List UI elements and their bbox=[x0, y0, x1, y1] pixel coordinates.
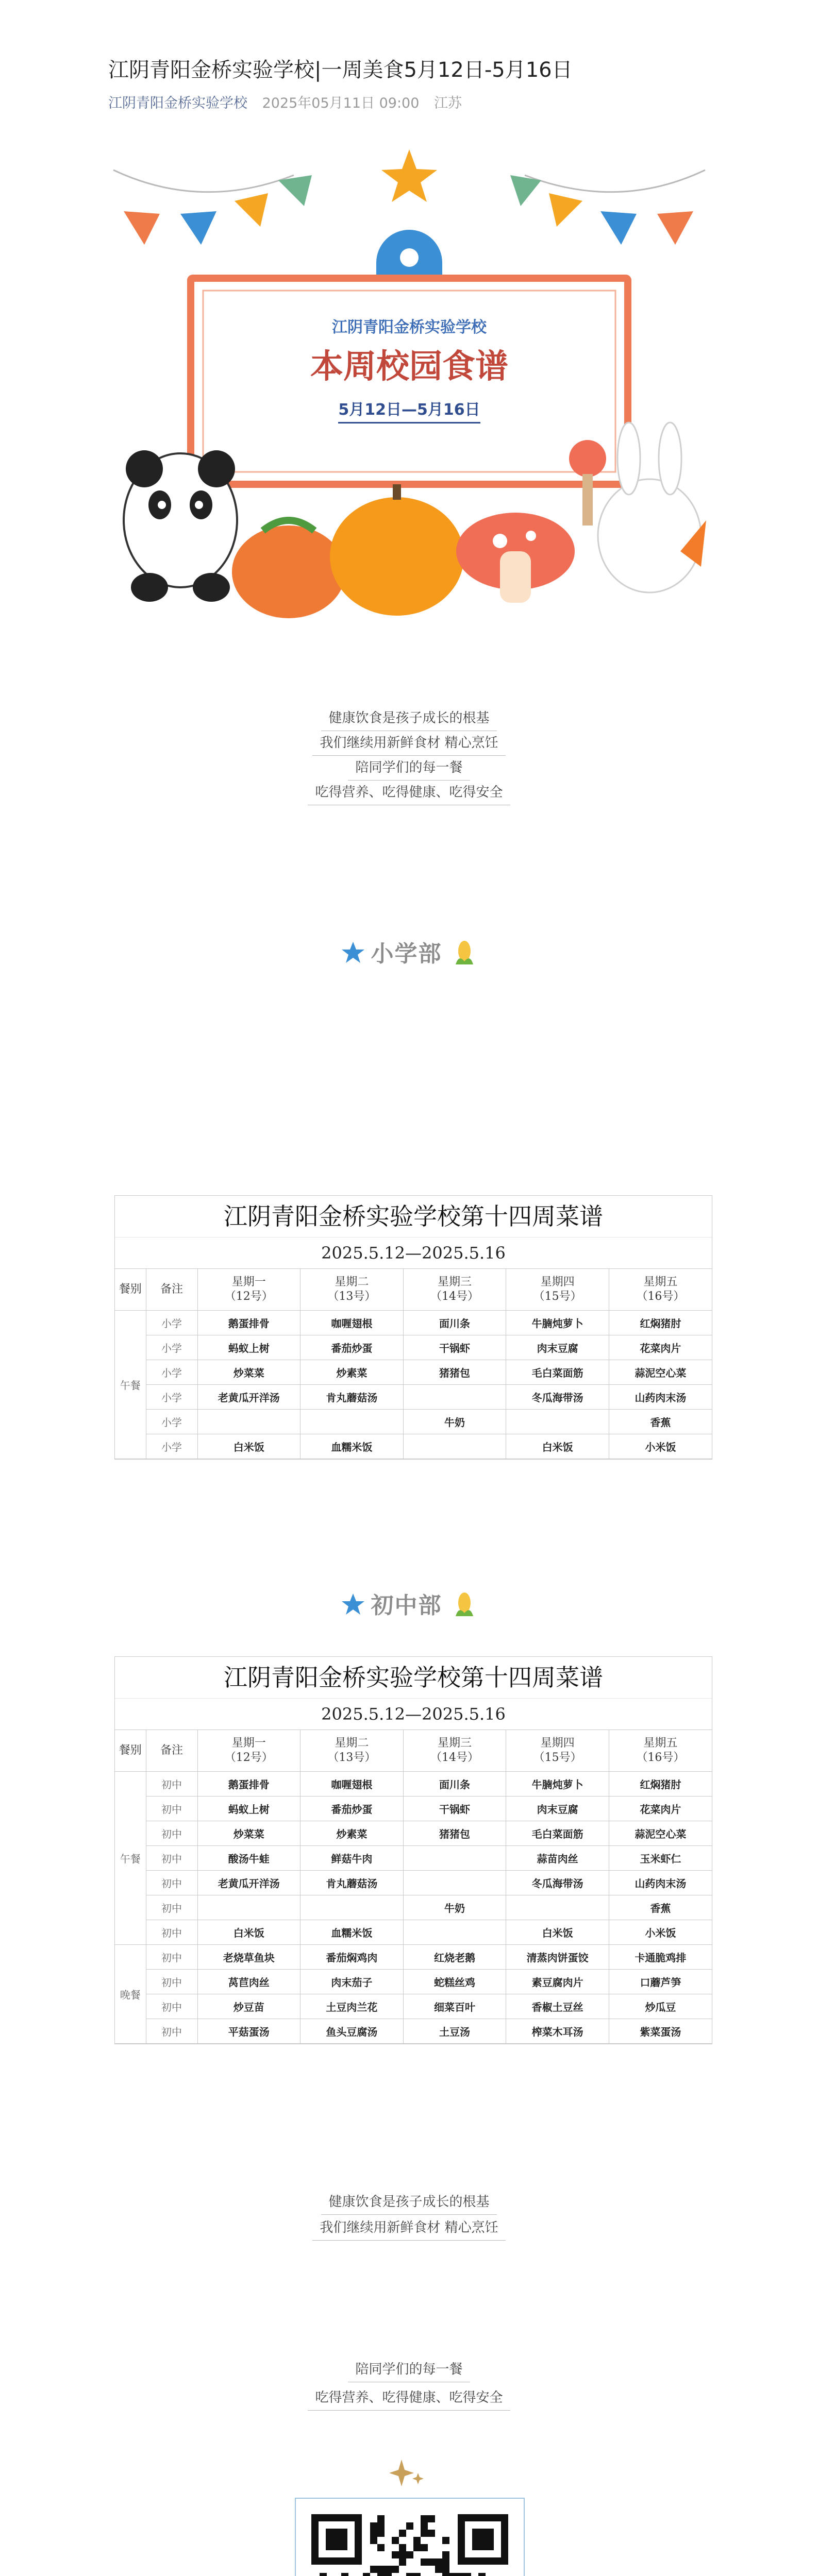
dish-cell: 炒素菜 bbox=[301, 1821, 404, 1845]
slogan-line-1 bbox=[0, 706, 818, 731]
dish-cell bbox=[301, 1895, 404, 1920]
dish-cell: 毛白菜面筋 bbox=[506, 1360, 609, 1384]
day-name: 星期一 bbox=[231, 1736, 266, 1750]
publish-time: 2025年05月11日 09:00 bbox=[262, 95, 420, 111]
dish-cell bbox=[197, 1409, 301, 1434]
dish-cell: 榨菜木耳汤 bbox=[506, 2019, 609, 2043]
slogan-line-3 bbox=[0, 755, 818, 780]
day-date: （15号） bbox=[533, 1751, 582, 1764]
table-row bbox=[115, 2019, 712, 2043]
slogan-text: 健康饮食是孩子成长的根基 bbox=[321, 2190, 496, 2215]
account-name-link[interactable]: 江阴青阳金桥实验学校 bbox=[108, 95, 247, 111]
day-name: 星期五 bbox=[643, 1275, 678, 1289]
table-row bbox=[115, 1821, 712, 1845]
qr-code-frame bbox=[295, 2498, 525, 2576]
dish-cell: 肯丸蘑菇汤 bbox=[301, 1870, 404, 1895]
dish-cell: 番茄炒蛋 bbox=[301, 1335, 404, 1360]
dish-cell: 鱼头豆腐汤 bbox=[301, 2019, 404, 2043]
dish-cell: 肉末茄子 bbox=[301, 1969, 404, 1994]
grade-note: 初中 bbox=[146, 1895, 197, 1920]
day-date: （16号） bbox=[636, 1290, 685, 1303]
dish-cell: 肉末豆腐 bbox=[506, 1796, 609, 1821]
header-day-tue bbox=[301, 1269, 404, 1310]
primary-menu-table bbox=[114, 1195, 712, 1460]
dish-cell: 卡通脆鸡排 bbox=[609, 1944, 712, 1969]
dish-cell bbox=[506, 1409, 609, 1434]
table-row bbox=[115, 1771, 712, 1796]
grade-note: 初中 bbox=[146, 2019, 197, 2043]
dish-cell bbox=[506, 1895, 609, 1920]
dish-cell: 冬瓜海带汤 bbox=[506, 1870, 609, 1895]
dish-cell bbox=[301, 1409, 404, 1434]
table-row bbox=[115, 1409, 712, 1434]
dish-cell: 牛奶 bbox=[403, 1895, 506, 1920]
dish-cell: 番茄炒蛋 bbox=[301, 1796, 404, 1821]
slogan-line-2 bbox=[0, 731, 818, 755]
dish-cell: 花菜肉片 bbox=[609, 1796, 712, 1821]
table-row bbox=[115, 1434, 712, 1459]
day-name: 星期二 bbox=[335, 1736, 369, 1750]
table-row bbox=[115, 1335, 712, 1360]
header-day-wed bbox=[403, 1730, 506, 1771]
menu-date-range: 2025.5.12—2025.5.16 bbox=[115, 1238, 712, 1269]
dish-cell: 老黄瓜开洋汤 bbox=[197, 1870, 301, 1895]
dish-cell: 口蘑芦笋 bbox=[609, 1969, 712, 1994]
dish-cell: 白米饭 bbox=[506, 1920, 609, 1944]
slogan-bottom-2 bbox=[0, 2215, 818, 2240]
day-name: 星期四 bbox=[540, 1275, 575, 1289]
meal-label: 午餐 bbox=[115, 1771, 146, 1944]
dish-cell: 玉米虾仁 bbox=[609, 1845, 712, 1870]
grade-note: 初中 bbox=[146, 1969, 197, 1994]
dish-cell: 素豆腐肉片 bbox=[506, 1969, 609, 1994]
table-row bbox=[115, 1969, 712, 1994]
slogan-text: 陪同学们的每一餐 bbox=[348, 2357, 470, 2382]
dish-cell: 牛奶 bbox=[403, 1409, 506, 1434]
day-name: 星期一 bbox=[231, 1275, 266, 1289]
dish-cell: 干锅虾 bbox=[403, 1335, 506, 1360]
dish-cell: 白米饭 bbox=[506, 1434, 609, 1459]
day-date: （15号） bbox=[533, 1290, 582, 1303]
qr-code-image bbox=[296, 2499, 524, 2576]
publish-location: 江苏 bbox=[434, 95, 462, 111]
dish-cell: 炒瓜豆 bbox=[609, 1994, 712, 2019]
slogan-text: 我们继续用新鲜食材 精心烹饪 bbox=[312, 731, 505, 756]
slogan-text: 我们继续用新鲜食材 精心烹饪 bbox=[312, 2215, 505, 2241]
banner-heading: 本周校园食谱 bbox=[310, 348, 508, 386]
grade-note: 初中 bbox=[146, 1920, 197, 1944]
meal-label: 晚餐 bbox=[115, 1944, 146, 2043]
day-date: （12号） bbox=[224, 1751, 273, 1764]
dish-cell: 蒜泥空心菜 bbox=[609, 1821, 712, 1845]
table-row bbox=[115, 1360, 712, 1384]
table-row bbox=[115, 1310, 712, 1335]
grade-note: 初中 bbox=[146, 1870, 197, 1895]
dish-cell: 咖喱翅根 bbox=[301, 1310, 404, 1335]
grade-note: 小学 bbox=[146, 1384, 197, 1409]
day-date: （14号） bbox=[430, 1290, 479, 1303]
header-day-thu bbox=[506, 1269, 609, 1310]
primary-menu-grid bbox=[115, 1269, 712, 1459]
dish-cell: 肉末豆腐 bbox=[506, 1335, 609, 1360]
grade-note: 初中 bbox=[146, 1845, 197, 1870]
menu-title: 江阴青阳金桥实验学校第十四周菜谱 bbox=[115, 1196, 712, 1238]
header-day-fri bbox=[609, 1269, 712, 1310]
sparkle-icon bbox=[389, 2458, 425, 2490]
dish-cell bbox=[403, 1870, 506, 1895]
section-heading-text: 小学部 bbox=[371, 941, 442, 967]
corn-icon bbox=[452, 939, 477, 967]
slogan-text: 陪同学们的每一餐 bbox=[348, 755, 470, 781]
dish-cell: 面川条 bbox=[403, 1771, 506, 1796]
grade-note: 初中 bbox=[146, 1796, 197, 1821]
dish-cell: 炒菜菜 bbox=[197, 1360, 301, 1384]
dish-cell: 香蕉 bbox=[609, 1409, 712, 1434]
table-row bbox=[115, 1796, 712, 1821]
dish-cell: 老黄瓜开洋汤 bbox=[197, 1384, 301, 1409]
slogan-line-4 bbox=[0, 780, 818, 805]
dish-cell: 紫菜蛋汤 bbox=[609, 2019, 712, 2043]
table-row bbox=[115, 1920, 712, 1944]
dish-cell: 毛白菜面筋 bbox=[506, 1821, 609, 1845]
day-name: 星期三 bbox=[437, 1736, 472, 1750]
dish-cell: 山药肉末汤 bbox=[609, 1384, 712, 1409]
slogan-bottom-4 bbox=[0, 2385, 818, 2410]
dish-cell: 红烧老鹅 bbox=[403, 1944, 506, 1969]
dish-cell bbox=[403, 1384, 506, 1409]
day-date: （12号） bbox=[224, 1290, 273, 1303]
dish-cell: 红焖猪肘 bbox=[609, 1310, 712, 1335]
day-name: 星期五 bbox=[643, 1736, 678, 1750]
banner-dates-text: 5月12日—5月16日 bbox=[338, 401, 480, 423]
day-date: （13号） bbox=[327, 1290, 376, 1303]
slogan-text: 吃得营养、吃得健康、吃得安全 bbox=[308, 2385, 510, 2411]
header-day-fri bbox=[609, 1730, 712, 1771]
grade-note: 小学 bbox=[146, 1335, 197, 1360]
grade-note: 初中 bbox=[146, 1944, 197, 1969]
slogan-bottom-1 bbox=[0, 2190, 818, 2214]
dish-cell: 蛇糕丝鸡 bbox=[403, 1969, 506, 1994]
dish-cell bbox=[403, 1845, 506, 1870]
star-icon bbox=[341, 941, 365, 964]
dish-cell: 鲜菇牛肉 bbox=[301, 1845, 404, 1870]
grade-note: 初中 bbox=[146, 1821, 197, 1845]
table-row bbox=[115, 1870, 712, 1895]
day-date: （13号） bbox=[327, 1751, 376, 1764]
day-name: 星期四 bbox=[540, 1736, 575, 1750]
dish-cell: 血糯米饭 bbox=[301, 1434, 404, 1459]
article-meta bbox=[108, 92, 462, 112]
banner-dates bbox=[191, 397, 628, 419]
grade-note: 初中 bbox=[146, 1994, 197, 2019]
table-row bbox=[115, 1944, 712, 1969]
corn-icon bbox=[452, 1590, 477, 1618]
dish-cell: 小米饭 bbox=[609, 1920, 712, 1944]
dish-cell: 猪猪包 bbox=[403, 1821, 506, 1845]
header-day-tue bbox=[301, 1730, 404, 1771]
grade-note: 小学 bbox=[146, 1310, 197, 1335]
dish-cell: 血糯米饭 bbox=[301, 1920, 404, 1944]
dish-cell: 猪猪包 bbox=[403, 1360, 506, 1384]
header-meal: 餐别 bbox=[115, 1269, 146, 1310]
section-heading-primary bbox=[0, 935, 818, 968]
dish-cell: 白米饭 bbox=[197, 1434, 301, 1459]
dish-cell: 香椒土豆丝 bbox=[506, 1994, 609, 2019]
dish-cell bbox=[403, 1920, 506, 1944]
day-name: 星期二 bbox=[335, 1275, 369, 1289]
header-note: 备注 bbox=[146, 1730, 197, 1771]
grade-note: 小学 bbox=[146, 1409, 197, 1434]
dish-cell: 炒豆苗 bbox=[197, 1994, 301, 2019]
day-date: （16号） bbox=[636, 1751, 685, 1764]
dish-cell: 平菇蛋汤 bbox=[197, 2019, 301, 2043]
slogan-text: 吃得营养、吃得健康、吃得安全 bbox=[308, 780, 510, 805]
meal-label: 午餐 bbox=[115, 1310, 146, 1459]
middle-menu-grid bbox=[115, 1730, 712, 2044]
dish-cell: 番茄焖鸡肉 bbox=[301, 1944, 404, 1969]
dish-cell: 细菜百叶 bbox=[403, 1994, 506, 2019]
dish-cell: 莴苣肉丝 bbox=[197, 1969, 301, 1994]
grade-note: 小学 bbox=[146, 1434, 197, 1459]
dish-cell bbox=[403, 1434, 506, 1459]
table-row bbox=[115, 1895, 712, 1920]
dish-cell: 土豆肉兰花 bbox=[301, 1994, 404, 2019]
dish-cell: 红焖猪肘 bbox=[609, 1771, 712, 1796]
dish-cell: 蒜泥空心菜 bbox=[609, 1360, 712, 1384]
dish-cell: 干锅虾 bbox=[403, 1796, 506, 1821]
dish-cell: 鹅蛋排骨 bbox=[197, 1771, 301, 1796]
dish-cell: 牛腩炖萝卜 bbox=[506, 1310, 609, 1335]
header-day-wed bbox=[403, 1269, 506, 1310]
banner-school-name: 江阴青阳金桥实验学校 bbox=[332, 318, 487, 336]
dish-cell: 白米饭 bbox=[197, 1920, 301, 1944]
dish-cell: 蚂蚁上树 bbox=[197, 1335, 301, 1360]
grade-note: 初中 bbox=[146, 1771, 197, 1796]
dish-cell: 牛腩炖萝卜 bbox=[506, 1771, 609, 1796]
dish-cell: 小米饭 bbox=[609, 1434, 712, 1459]
dish-cell: 花菜肉片 bbox=[609, 1335, 712, 1360]
header-day-mon bbox=[197, 1730, 301, 1771]
header-meal: 餐别 bbox=[115, 1730, 146, 1771]
dish-cell: 炒素菜 bbox=[301, 1360, 404, 1384]
dish-cell: 土豆汤 bbox=[403, 2019, 506, 2043]
dish-cell: 蒜苗肉丝 bbox=[506, 1845, 609, 1870]
header-day-thu bbox=[506, 1730, 609, 1771]
grade-note: 小学 bbox=[146, 1360, 197, 1384]
dish-cell: 面川条 bbox=[403, 1310, 506, 1335]
day-date: （14号） bbox=[430, 1751, 479, 1764]
dish-cell: 清蒸肉饼蛋饺 bbox=[506, 1944, 609, 1969]
article-title: 江阴青阳金桥实验学校|一周美食5月12日-5月16日 bbox=[108, 58, 573, 82]
star-icon bbox=[341, 1592, 365, 1616]
table-row bbox=[115, 1994, 712, 2019]
dish-cell: 炒菜菜 bbox=[197, 1821, 301, 1845]
day-name: 星期三 bbox=[437, 1275, 472, 1289]
section-heading-middle bbox=[0, 1587, 818, 1620]
header-note: 备注 bbox=[146, 1269, 197, 1310]
slogan-text: 健康饮食是孩子成长的根基 bbox=[321, 706, 496, 731]
dish-cell: 蚂蚁上树 bbox=[197, 1796, 301, 1821]
menu-title: 江阴青阳金桥实验学校第十四周菜谱 bbox=[115, 1657, 712, 1699]
dish-cell: 老烧草鱼块 bbox=[197, 1944, 301, 1969]
dish-cell bbox=[197, 1895, 301, 1920]
dish-cell: 冬瓜海带汤 bbox=[506, 1384, 609, 1409]
dish-cell: 肯丸蘑菇汤 bbox=[301, 1384, 404, 1409]
table-row bbox=[115, 1845, 712, 1870]
dish-cell: 香蕉 bbox=[609, 1895, 712, 1920]
menu-date-range: 2025.5.12—2025.5.16 bbox=[115, 1699, 712, 1730]
dish-cell: 山药肉末汤 bbox=[609, 1870, 712, 1895]
dish-cell: 咖喱翅根 bbox=[301, 1771, 404, 1796]
dish-cell: 鹅蛋排骨 bbox=[197, 1310, 301, 1335]
dish-cell: 酸汤牛蛙 bbox=[197, 1845, 301, 1870]
section-heading-text: 初中部 bbox=[371, 1592, 442, 1619]
table-row bbox=[115, 1384, 712, 1409]
slogan-bottom-3 bbox=[0, 2357, 818, 2382]
middle-menu-table bbox=[114, 1656, 712, 2044]
header-day-mon bbox=[197, 1269, 301, 1310]
